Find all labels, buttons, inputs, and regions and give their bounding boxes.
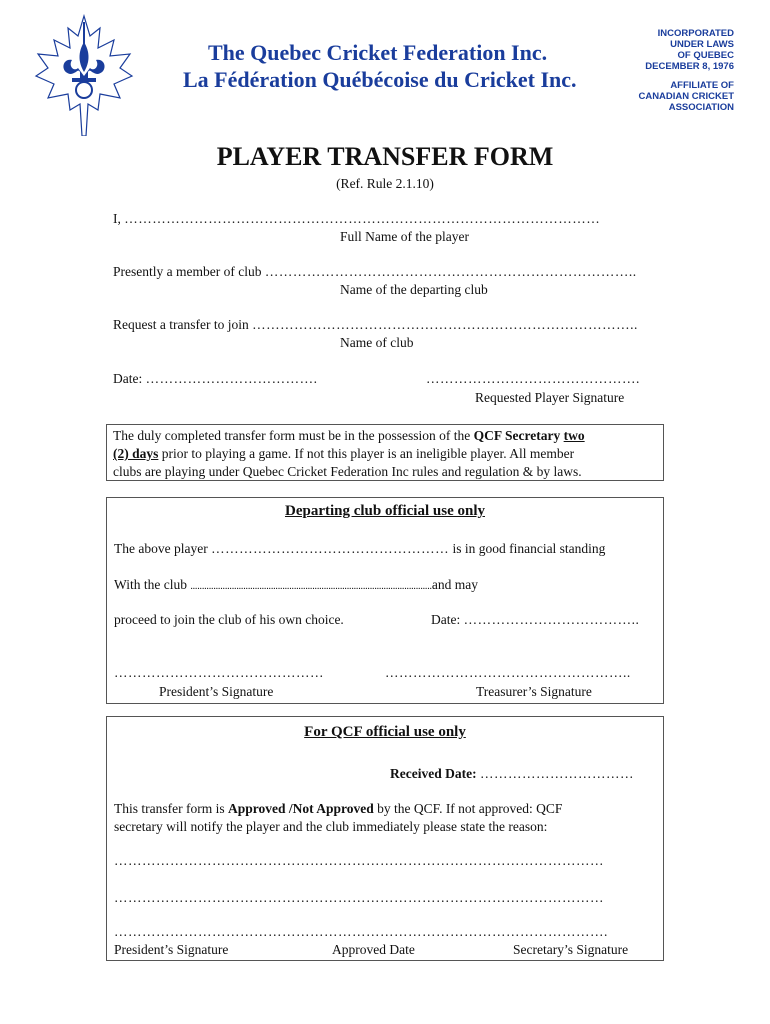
received-date-line[interactable] — [390, 766, 634, 782]
side-line: ASSOCIATION — [668, 102, 734, 113]
departing-date-line[interactable] — [431, 612, 639, 628]
departing-club-line[interactable] — [113, 264, 637, 280]
with-club-line[interactable] — [114, 577, 478, 593]
departing-club-caption: Name of the departing club — [340, 282, 488, 297]
notice-box — [106, 424, 664, 481]
player-date-line[interactable] — [113, 371, 318, 387]
notice-text: prior to playing a game. If not this player is an ineligible player. All member — [158, 446, 575, 461]
departing-club-dots: …………………………………………………………………….. — [264, 264, 637, 279]
qcf-section — [106, 716, 664, 961]
reason-line-3[interactable]: ……………………………………………………………………………………………. — [114, 924, 608, 939]
text: by the QCF. If not approved: QCF — [373, 801, 563, 816]
notice-text: The duly completed transfer form must be in the possession of the — [113, 428, 474, 443]
received-date-label: Received Date: — [390, 766, 477, 781]
new-club-prefix: Request a transfer to join — [113, 317, 249, 332]
label: The above player — [114, 541, 208, 556]
federation-logo — [34, 14, 134, 136]
notice-line-3: clubs are playing under Quebec Cricket Federation Inc rules and regulation & by laws. — [113, 464, 582, 479]
approval-text-1 — [114, 801, 562, 817]
player-name-dots: ………………………………………………………………………………………… — [124, 211, 601, 226]
label: With the club — [114, 577, 187, 592]
reason-line-2[interactable]: …………………………………………………………………………………………… — [114, 890, 604, 905]
date-dots: ………………………………. — [145, 371, 318, 386]
departing-club-section — [106, 497, 664, 704]
received-date-dots: …………………………… — [479, 766, 634, 781]
maple-leaf-fleur-de-lis-logo-icon — [34, 14, 134, 136]
label: is in good financial standing — [452, 541, 606, 556]
side-line: DECEMBER 8, 1976 — [645, 61, 734, 72]
date-label: Date: — [113, 371, 143, 386]
president-signature-dots[interactable]: ……………………………………… — [114, 665, 324, 680]
form-title: PLAYER TRANSFER FORM — [216, 142, 554, 171]
player-name-caption: Full Name of the player — [340, 229, 469, 244]
org-name-french: La Fédération Québécoise du Cricket Inc. — [183, 67, 577, 92]
notice-days: (2) days — [113, 446, 159, 461]
approved-date-caption: Approved Date — [332, 942, 415, 957]
approved-not-approved: Approved /Not Approved — [227, 801, 374, 816]
notice-two: two — [563, 428, 585, 443]
proceed-text: proceed to join the club of his own choice. — [114, 612, 344, 627]
departing-heading: Departing club official use only — [284, 503, 485, 519]
new-club-caption: Name of club — [340, 335, 414, 350]
player-dots: …………………………………………… — [211, 541, 450, 556]
side-line: OF QUEBEC — [677, 50, 734, 61]
notice-qcf-secretary: QCF Secretary — [473, 428, 561, 443]
new-club-line[interactable] — [113, 317, 638, 333]
player-name-prefix: I, — [113, 211, 121, 226]
treasurer-signature-caption: Treasurer’s Signature — [476, 684, 592, 699]
date-dots: ……………………………….. — [463, 612, 640, 627]
label: and may — [431, 577, 478, 592]
departing-club-prefix: Presently a member of club — [113, 264, 262, 279]
president-signature-caption: President’s Signature — [114, 942, 229, 957]
side-line: CANADIAN CRICKET — [638, 91, 734, 102]
reason-line-1[interactable]: …………………………………………………………………………………………… — [114, 853, 604, 868]
president-signature-caption: President’s Signature — [159, 684, 274, 699]
club-dots: ......................................................................................................... — [190, 581, 432, 592]
notice-line-2 — [113, 445, 657, 463]
side-line: AFFILIATE OF — [670, 80, 734, 91]
date-label: Date: — [431, 612, 461, 627]
player-signature-line[interactable]: ………………………………………. — [426, 371, 640, 386]
org-name-english: The Quebec Cricket Federation Inc. — [208, 40, 548, 65]
incorporation-note — [638, 28, 734, 113]
side-line: INCORPORATED — [657, 28, 734, 39]
new-club-dots: ……………………………………………………………………….. — [252, 317, 638, 332]
rule-reference: (Ref. Rule 2.1.10) — [336, 176, 434, 191]
player-name-line[interactable] — [113, 211, 600, 227]
financial-standing-line[interactable] — [114, 541, 605, 557]
secretary-signature-caption: Secretary’s Signature — [513, 942, 629, 957]
player-signature-caption: Requested Player Signature — [475, 390, 625, 405]
side-line: UNDER LAWS — [670, 39, 734, 50]
qcf-heading: For QCF official use only — [304, 724, 466, 740]
treasurer-signature-dots[interactable]: …………………………………………….. — [385, 665, 631, 680]
text: This transfer form is — [114, 801, 228, 816]
approval-text-2: secretary will notify the player and the club immediately please state the reason: — [114, 819, 548, 834]
notice-line-1 — [113, 427, 657, 445]
